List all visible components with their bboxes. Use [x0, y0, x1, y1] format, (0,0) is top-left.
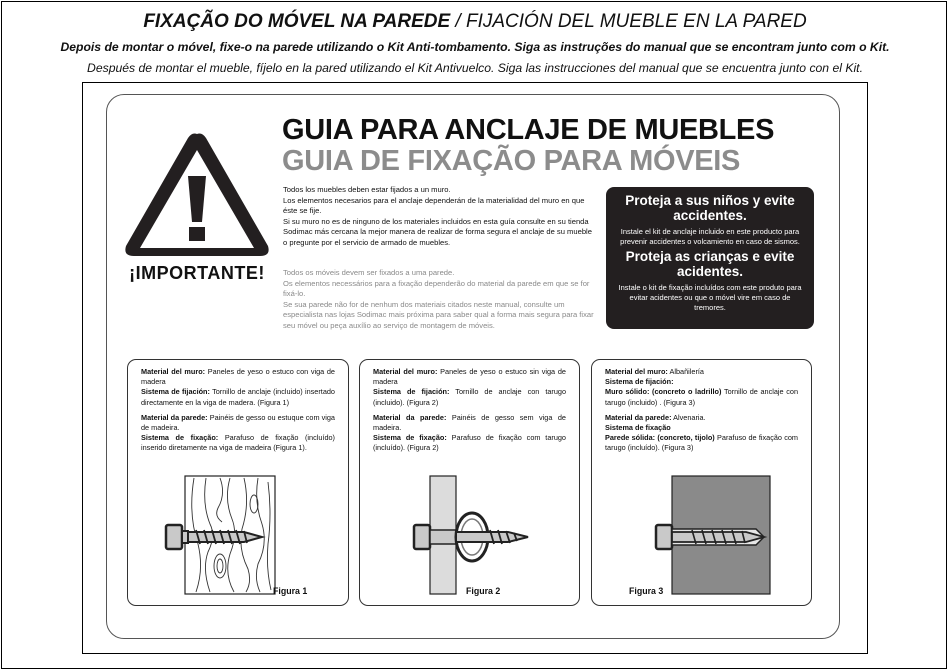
screw-with-plug-in-concrete-icon	[652, 474, 777, 596]
fig1-pt-fix: Parafuso de fixação (incluído) inserido diretamente na viga de madeira (Figura 1).	[141, 433, 335, 453]
warning-exclamation-icon	[122, 130, 272, 260]
fig1-es-fix: Tornillo de anclaje (incluido) insertado directamente en la viga de madera. (Figura 1)	[141, 387, 335, 407]
fig3-pt-wall: Alvenaria.	[673, 412, 706, 422]
protect-body-pt: Instale o kit de fixação incluídos com este produto para evitar acidentes ou que o móvel vire em caso de tremores.	[618, 283, 802, 312]
figure-3-text	[605, 367, 798, 454]
pt-line-2: Os elementos necessários para a fixação dependerão do material da parede em que se for fixá-lo.	[283, 278, 590, 298]
subtitle-es: Después de montar el mueble, fíjelo en la pared utilizando el Kit Antivuelco. Siga las instrucciones del manual que se encuentra junto con el Kit.	[87, 61, 863, 75]
fig3-es-wall-label: Material del muro:	[605, 367, 668, 376]
protect-children-box	[606, 187, 814, 329]
figure-1-text	[141, 367, 335, 454]
figure-2-caption: Figura 2	[466, 586, 501, 596]
figure-3-caption: Figura 3	[629, 586, 664, 596]
fig2-es-fix-label: Sistema de fijación:	[373, 387, 450, 397]
protect-head-pt: Proteja as crianças e evite acidentes.	[625, 249, 795, 279]
fig3-pt-sys-label: Sistema de fixação	[605, 423, 671, 433]
protect-head-es: Proteja a sus niños y evite accidentes.	[625, 193, 795, 223]
fig2-es-fix: Tornillo de anclaje con tarugo (incluido). (Figura 2)	[373, 387, 567, 407]
guide-text-pt	[283, 268, 596, 331]
pt-line-3: Se sua parede não for de nenhum dos materiais citados neste manual, consulte um especialista nas lojas Sodimac mais próxima para saber qual a forma mais segura para fixar seu móvel ou peça auxílio ao serviço de montagem de móveis.	[283, 299, 594, 330]
fig2-pt-fix: Parafuso de fixação com tarugo (incluído). (Figura 2)	[373, 433, 566, 453]
page-title	[0, 11, 950, 33]
pt-line-1: Todos os móveis devem ser fixados a uma parede.	[283, 268, 455, 277]
fig1-pt-fix-label: Sistema de fixação:	[141, 433, 219, 443]
fig3-es-fix: Tornillo de anclaje con tarugo (incluido) . (Figura 3)	[605, 387, 799, 407]
fig3-pt-fix-label: Parede sólida: (concreto, tijolo)	[605, 433, 715, 443]
fig2-pt-wall: Painéis de gesso sem viga de madeira.	[373, 412, 566, 433]
subtitle-pt: Depois de montar o móvel, fixe-o na parede utilizando o Kit Anti-tombamento. Siga as instruções do manual que se encontram junto com o Kit.	[60, 40, 890, 54]
figure-1-caption: Figura 1	[273, 586, 308, 596]
figure-2-text	[373, 367, 566, 454]
fig1-es-fix-label: Sistema de fijación:	[141, 387, 210, 397]
fig1-es-wall: Paneles de yeso o estuco con viga de madera	[141, 367, 335, 387]
guide-title-pt: GUIA DE FIXAÇÃO PARA MÓVEIS	[282, 145, 741, 177]
guide-title-es: GUIA PARA ANCLAJE DE MUEBLES	[282, 114, 775, 146]
title-separator: /	[450, 11, 466, 32]
es-line-3: Si su muro no es de ninguno de los materiales incluidos en esta guía consulte en su tienda Sodimac más cercana la mejor manera de realizar de forma segura el anclaje de su mueble o pregunte por el servicio de armado de muebles.	[283, 216, 592, 247]
importante-label: ¡IMPORTANTE!	[129, 263, 265, 283]
guide-text-es	[283, 185, 596, 248]
fig1-pt-wall: Painéis de gesso ou estuque com viga de madeira.	[141, 412, 335, 433]
screw-with-toggle-anchor-icon	[410, 474, 540, 596]
screw-in-wood-icon	[158, 474, 278, 596]
fig2-es-wall: Paneles de yeso o estuco sin viga de madera	[373, 367, 566, 387]
es-line-2: Los elementos necesarios para el anclaje dependerán de la materialidad del muro en que éste se fije.	[283, 195, 585, 215]
fig3-pt-fix: Parafuso de fixação com tarugo (incluído). (Figura 3)	[605, 433, 799, 453]
protect-body-es: Instale el kit de anclaje incluido en este producto para prevenir accidentes o volcamiento en caso de sismos.	[620, 227, 800, 246]
fig3-es-wall: Albañilería	[669, 367, 704, 376]
fig2-pt-wall-label: Material da parede:	[373, 412, 447, 422]
fig1-es-wall-label: Material del muro:	[141, 367, 206, 376]
fig2-pt-fix-label: Sistema de fixação:	[373, 433, 447, 443]
figure-2-box	[359, 359, 580, 606]
fig3-pt-wall-label: Material da parede:	[605, 412, 672, 422]
title-es: FIJACIÓN DEL MUEBLE EN LA PARED	[466, 11, 807, 32]
title-pt: FIXAÇÃO DO MÓVEL NA PAREDE	[143, 11, 451, 32]
es-line-1: Todos los muebles deben estar fijados a un muro.	[283, 185, 451, 194]
fig3-es-fix-label: Muro sólido: (concreto o ladrillo)	[605, 387, 722, 397]
figure-1-box	[127, 359, 349, 606]
figure-3-box	[591, 359, 812, 606]
fig1-pt-wall-label: Material da parede:	[141, 412, 208, 422]
fig2-es-wall-label: Material del muro:	[373, 367, 438, 376]
fig3-es-sys-label: Sistema de fijación:	[605, 377, 674, 387]
